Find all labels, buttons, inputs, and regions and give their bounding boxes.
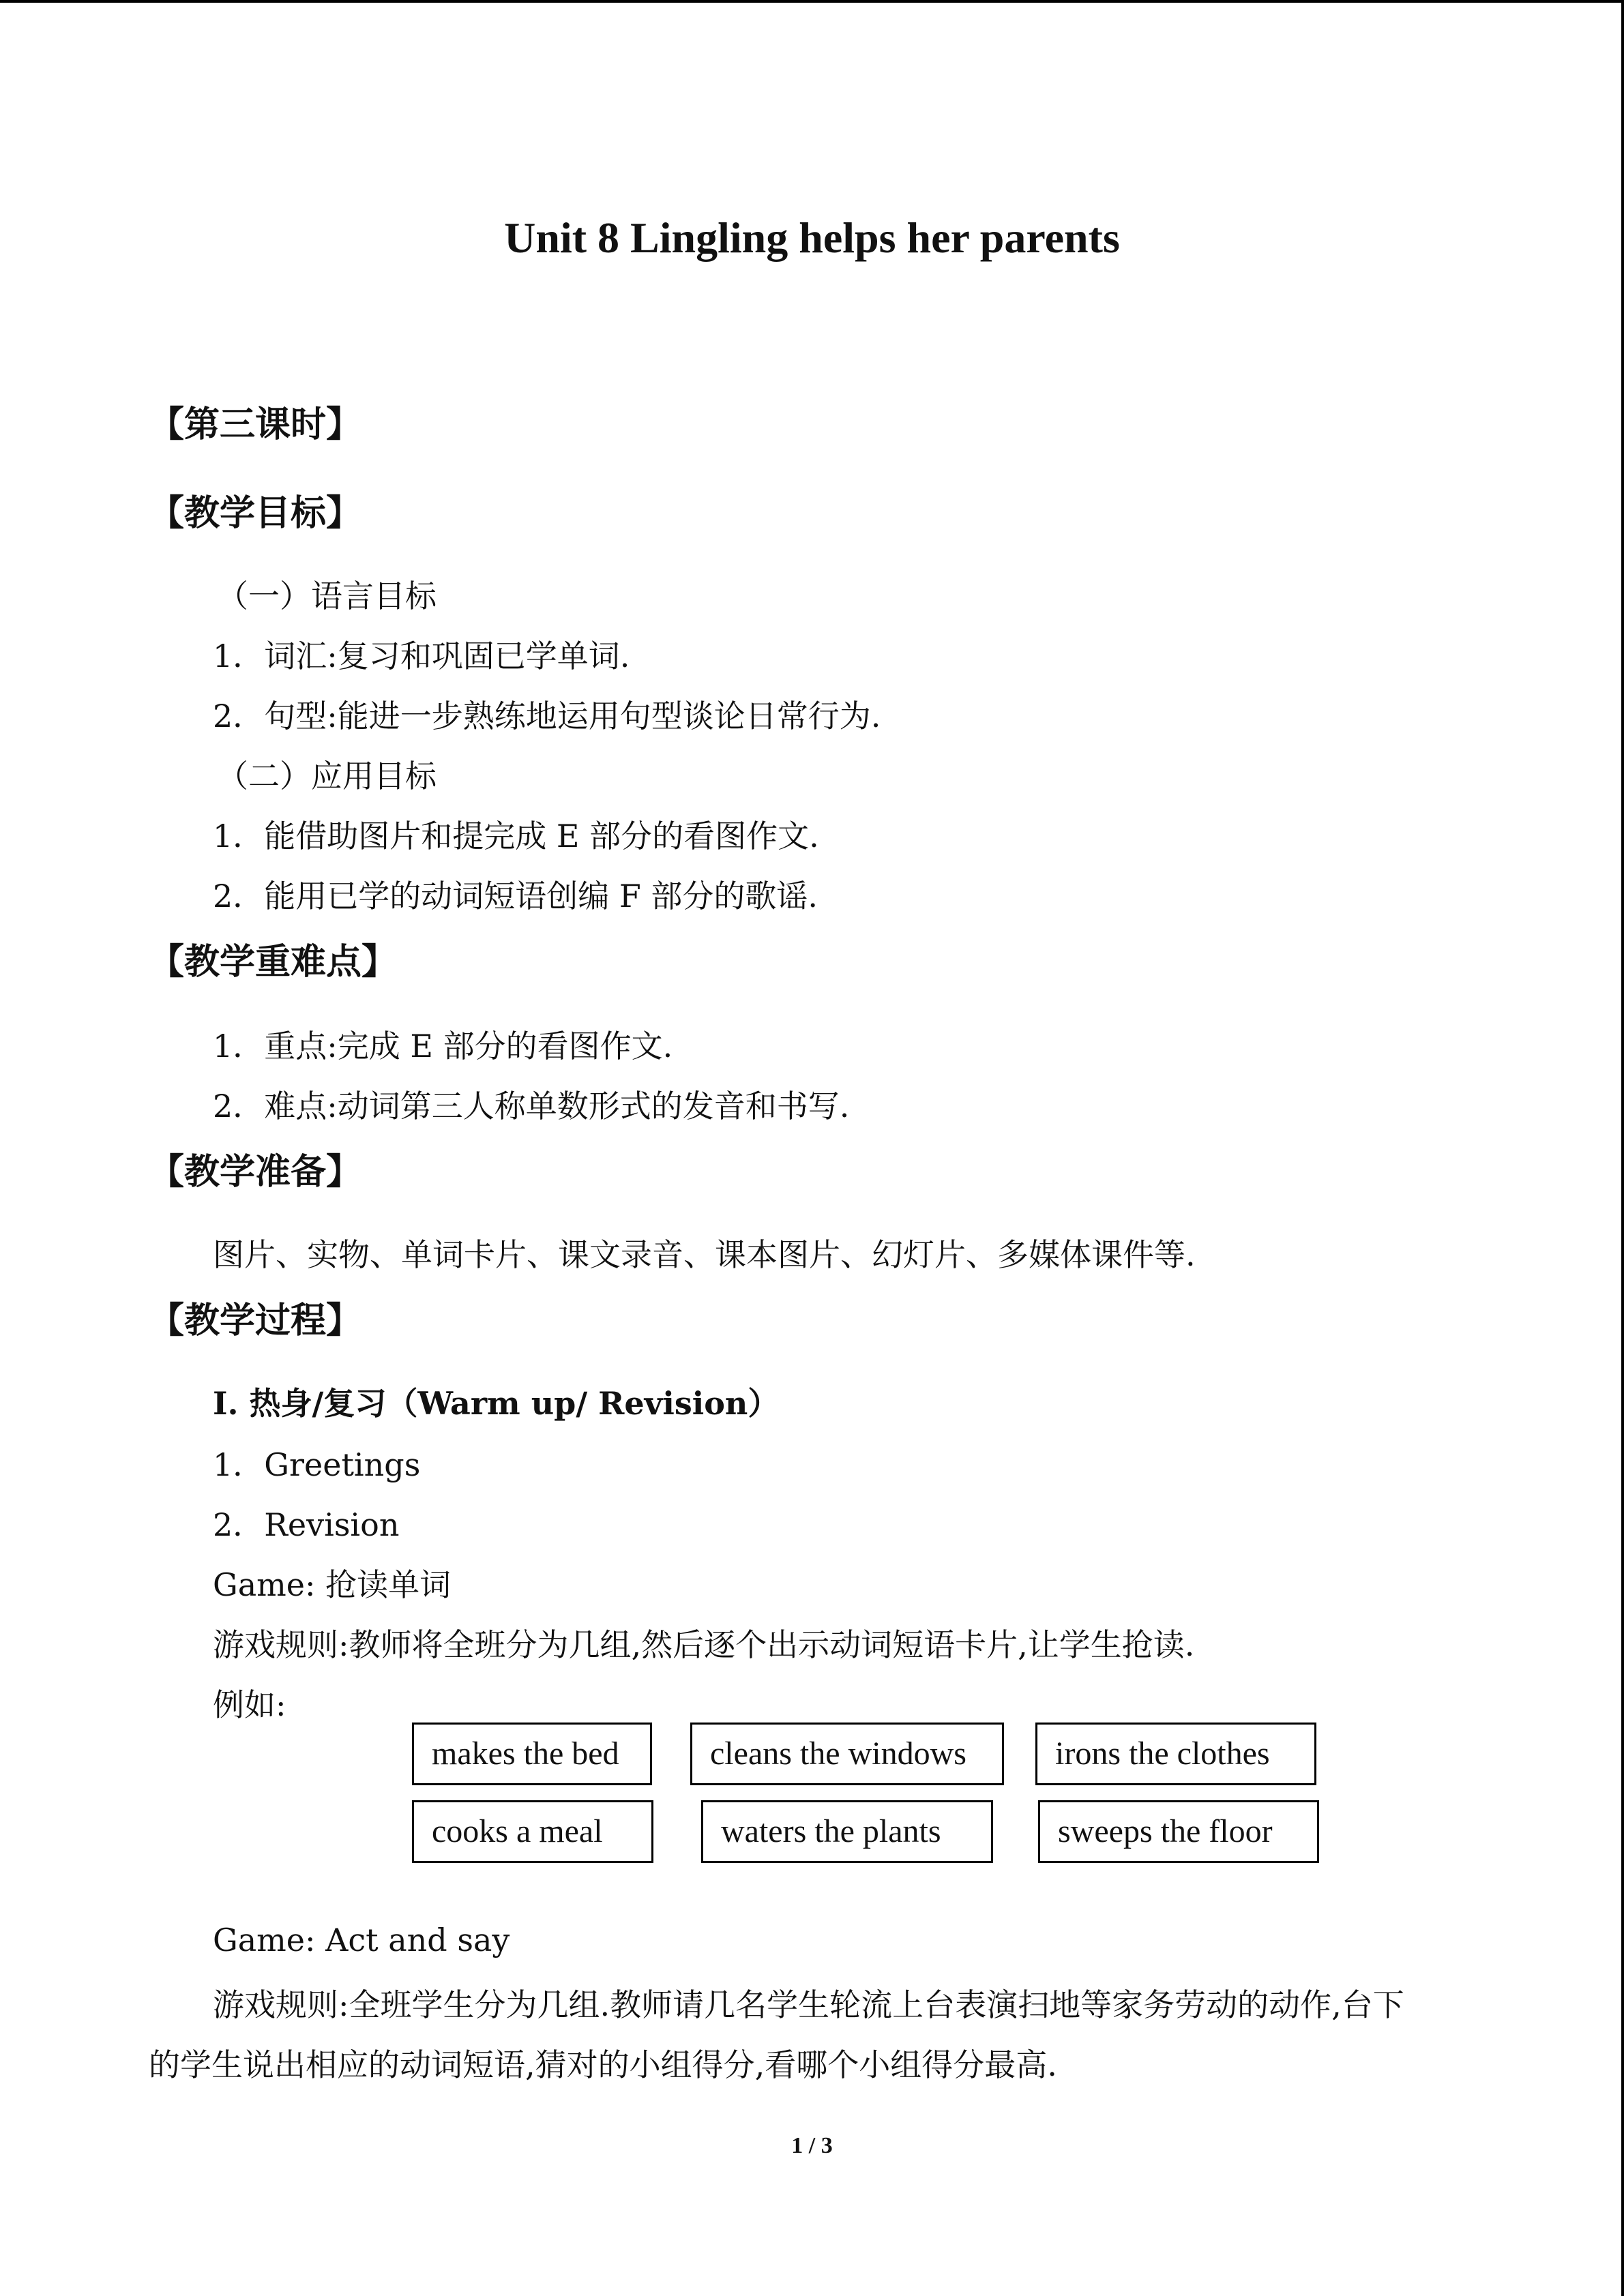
phrase-card: cooks a meal [412, 1800, 653, 1863]
section-process: 【教学过程】 [149, 1300, 362, 1341]
section-key-points: 【教学重难点】 [149, 942, 398, 983]
language-objectives-heading: （一）语言目标 [217, 578, 437, 614]
application-objectives-heading: （二）应用目标 [217, 758, 437, 794]
page-border-right [1621, 0, 1624, 2296]
key-point-item: 1．重点:完成 E 部分的看图作文. [213, 1028, 673, 1064]
section-preparation: 【教学准备】 [149, 1152, 362, 1193]
process-item: 2．Revision [213, 1506, 400, 1543]
key-point-item: 2．难点:动词第三人称单数形式的发音和书写. [213, 1088, 850, 1124]
game2-rules-line2: 的学生说出相应的动词短语,猜对的小组得分,看哪个小组得分最高. [149, 2046, 1057, 2083]
page-number: 1 / 3 [791, 2133, 833, 2158]
language-objective-item: 2．句型:能进一步熟练地运用句型谈论日常行为. [213, 698, 881, 734]
document-title: Unit 8 Lingling helps her parents [504, 213, 1120, 262]
game2-rules-line1: 游戏规则:全班学生分为几组.教师请几名学生轮流上台表演扫地等家务劳动的动作,台下 [213, 1986, 1404, 2023]
game1-title: Game: 抢读单词 [213, 1566, 452, 1603]
example-label: 例如: [213, 1686, 286, 1723]
phrase-card: sweeps the floor [1038, 1800, 1319, 1863]
application-objective-item: 2．能用已学的动词短语创编 F 部分的歌谣. [213, 878, 818, 914]
section-objectives: 【教学目标】 [149, 493, 362, 534]
application-objective-item: 1．能借助图片和提完成 E 部分的看图作文. [213, 818, 819, 854]
phrase-card: irons the clothes [1035, 1723, 1316, 1785]
phrase-card: cleans the windows [690, 1723, 1004, 1785]
preparation-text: 图片、实物、单词卡片、课文录音、课本图片、幻灯片、多媒体课件等. [213, 1236, 1196, 1273]
page-border-top [0, 0, 1624, 3]
phrase-card: waters the plants [701, 1800, 993, 1863]
process-item: 1．Greetings [213, 1446, 421, 1483]
section-lesson: 【第三课时】 [149, 404, 362, 445]
game2-title: Game: Act and say [213, 1922, 510, 1958]
language-objective-item: 1．词汇:复习和巩固已学单词. [213, 638, 630, 674]
phrase-card: makes the bed [412, 1723, 652, 1785]
game1-rules: 游戏规则:教师将全班分为几组,然后逐个出示动词短语卡片,让学生抢读. [213, 1626, 1195, 1663]
step1-heading: I. 热身/复习（Warm up/ Revision） [213, 1385, 780, 1422]
